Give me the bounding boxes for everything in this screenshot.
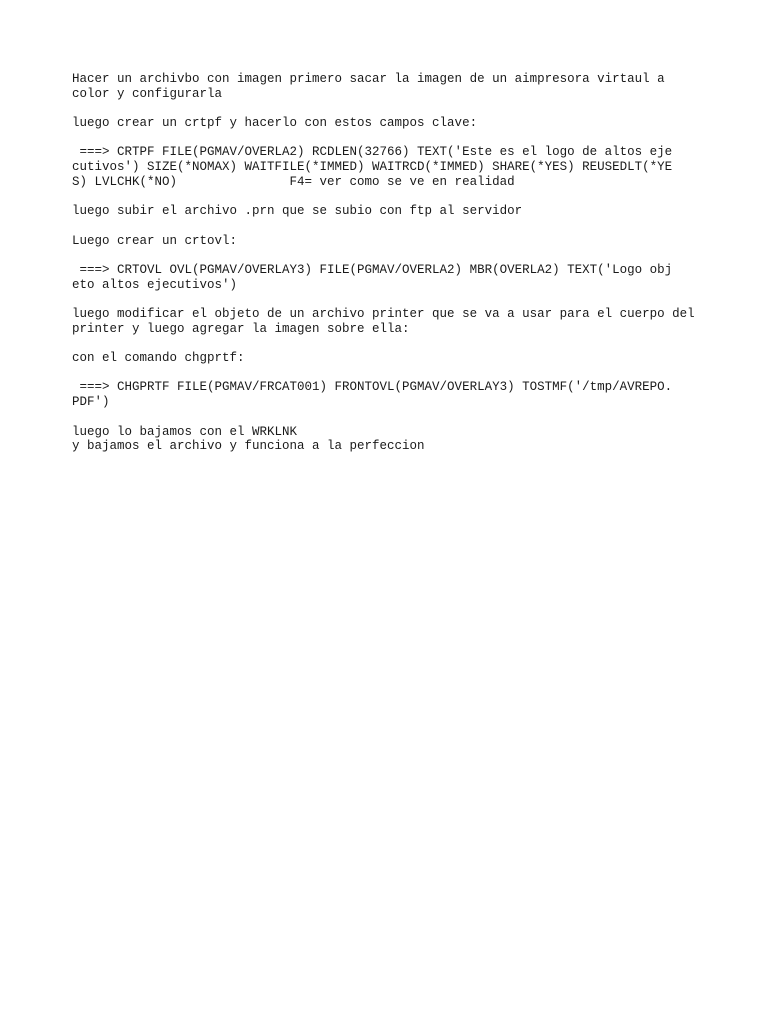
- blank-line: [72, 366, 712, 381]
- text-line: Hacer un archivbo con imagen primero sacar la imagen de un aimpresora virtaul a: [72, 72, 665, 86]
- command-line: eto altos ejecutivos'): [72, 277, 238, 292]
- command-line: S) LVLCHK(*NO) F4= ver como se ve en realidad: [72, 174, 515, 189]
- blank-line: [72, 131, 712, 146]
- command-line: ===> CHGPRTF FILE(PGMAV/FRCAT001) FRONTOVL(PGMAV/OVERLAY3) TOSTMF('/tmp/AVREPO.: [72, 380, 673, 395]
- command-line: cutivos') SIZE(*NOMAX) WAITFILE(*IMMED) WAITRCD(*IMMED) SHARE(*YES) REUSEDLT(*YE: [72, 160, 673, 175]
- text-line: Luego crear un crtovl:: [72, 233, 238, 248]
- document-page: [72, 72, 712, 454]
- blank-line: [72, 410, 712, 425]
- text-line: luego lo bajamos con el WRKLNK: [72, 424, 298, 439]
- blank-line: [72, 101, 712, 116]
- text-line: color y configurarla: [72, 86, 223, 101]
- blank-line: [72, 292, 712, 307]
- text-line: printer y luego agregar la imagen sobre ella:: [72, 321, 410, 336]
- text-line: luego modificar el objeto de un archivo printer que se va a usar para el cuerpo del: [72, 307, 695, 321]
- text-line: y bajamos el archivo y funciona a la perfeccion: [72, 439, 425, 454]
- blank-line: [72, 190, 712, 205]
- text-line: luego subir el archivo .prn que se subio con ftp al servidor: [72, 204, 523, 219]
- text-line: con el comando chgprtf:: [72, 351, 245, 366]
- command-line: ===> CRTOVL OVL(PGMAV/OVERLAY3) FILE(PGMAV/OVERLA2) MBR(OVERLA2) TEXT('Logo obj: [72, 262, 673, 277]
- command-line: PDF'): [72, 395, 110, 410]
- blank-line: [72, 248, 712, 263]
- command-line: ===> CRTPF FILE(PGMAV/OVERLA2) RCDLEN(32766) TEXT('Este es el logo de altos eje: [72, 145, 673, 160]
- blank-line: [72, 336, 712, 351]
- text-line: luego crear un crtpf y hacerlo con estos campos clave:: [72, 116, 478, 131]
- blank-line: [72, 219, 712, 234]
